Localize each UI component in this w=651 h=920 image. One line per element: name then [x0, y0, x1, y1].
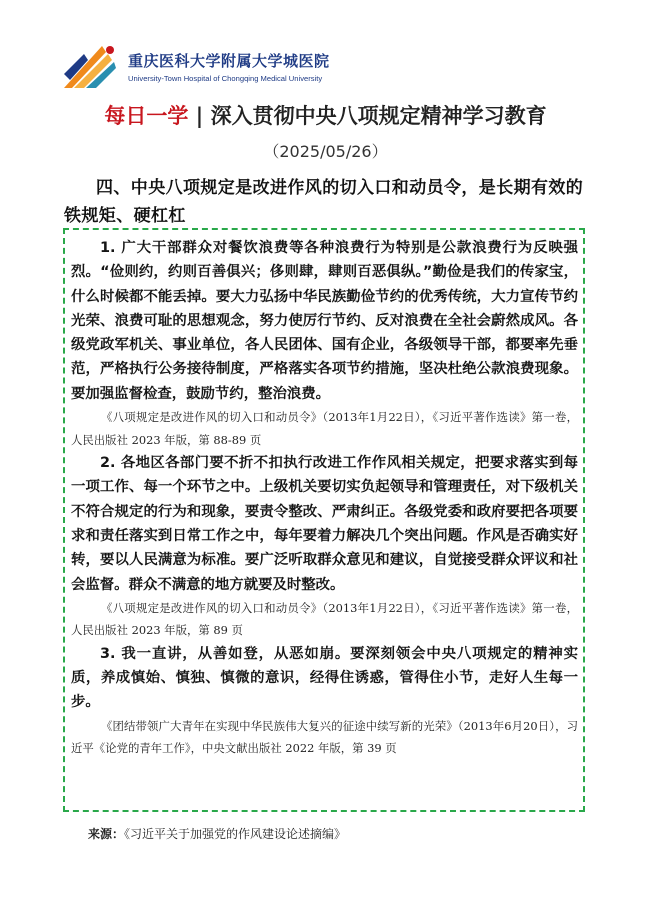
quote-item-2: 2. 各地区各部门要不折不扣执行改进工作作风相关规定，把要求落实到每一项工作、每一个环节之中。上级机关要切实负起领导和管理责任，对下级机关不符合规定的行为和现象，要责令整改、严肃纠正。各级党委和政府要把各项要求和责任落实到日常工作之中，每年要着力解决几个突出问题。作风是否确实好转，要以人民满意为标准。要广泛听取群众意见和建议，自觉接受群众评议和社会监督。群众不满意的地方就要及时整改。 [71, 455, 578, 593]
hospital-name-cn: 重庆医科大学附属大学城医院 [128, 52, 330, 70]
source-line [88, 825, 346, 842]
quote-item-3: 3. 我一直讲，从善如登，从恶如崩。要深刻领会中央八项规定的精神实质，养成慎始、慎独、慎微的意识，经得住诱惑，管得住小节，走好人生每一步。 [71, 645, 578, 711]
quote-box [63, 228, 585, 812]
hospital-logo-icon [62, 44, 118, 90]
quote-citation-1: 《八项规定是改进作风的切入口和动员令》（2013年1月22日），《习近平著作选读》第一卷，人民出版社 2023 年版，第 88-89 页 [71, 410, 578, 447]
title-prefix: 每日一学 [104, 103, 189, 128]
quote-citation-3: 《团结带领广大青年在实现中华民族伟大复兴的征途中续写新的光荣》（2013年6月20日），习近平《论党的青年工作》，中央文献出版社 2022 年版，第 39 页 [71, 718, 578, 756]
hospital-header [62, 44, 362, 92]
source-label: 来源： [88, 827, 125, 841]
source-text: 《习近平关于加强党的作风建设论述摘编》 [124, 827, 347, 841]
section-heading: 四、中央八项规定是改进作风的切入口和动员令，是长期有效的铁规矩、硬杠杠 [64, 178, 584, 226]
hospital-name-en: University-Town Hospital of Chongqing Medical University [128, 74, 323, 83]
page-title [0, 100, 651, 130]
quote-citation-2: 《八项规定是改进作风的切入口和动员令》（2013年1月22日），《习近平著作选读》第一卷，人民出版社 2023 年版，第 89 页 [71, 600, 578, 638]
title-text: 深入贯彻中央八项规定精神学习教育 [210, 103, 547, 128]
quote-item-1: 1. 广大干部群众对餐饮浪费等各种浪费行为特别是公款浪费行为反映强烈。“俭则约，约则百善俱兴；侈则肆，肆则百恶俱纵。”勤俭是我们的传家宝，什么时候都不能丢掉。要大力弘扬中华民族勤俭节约的优秀传统，大力宣传节约光荣、浪费可耻的思想观念，努力使厉行节约、反对浪费在全社会蔚然成风。各级党政军机关、事业单位，各人民团体、国有企业，各级领导干部，都要率先垂范，严格执行公务接待制度，严格落实各项节约措施，坚决杜绝公款浪费现象。要加强监督检查，鼓励节约，整治浪费。 [71, 240, 578, 402]
title-separator: | [188, 103, 211, 128]
publish-date: （2025/05/26） [263, 142, 388, 161]
